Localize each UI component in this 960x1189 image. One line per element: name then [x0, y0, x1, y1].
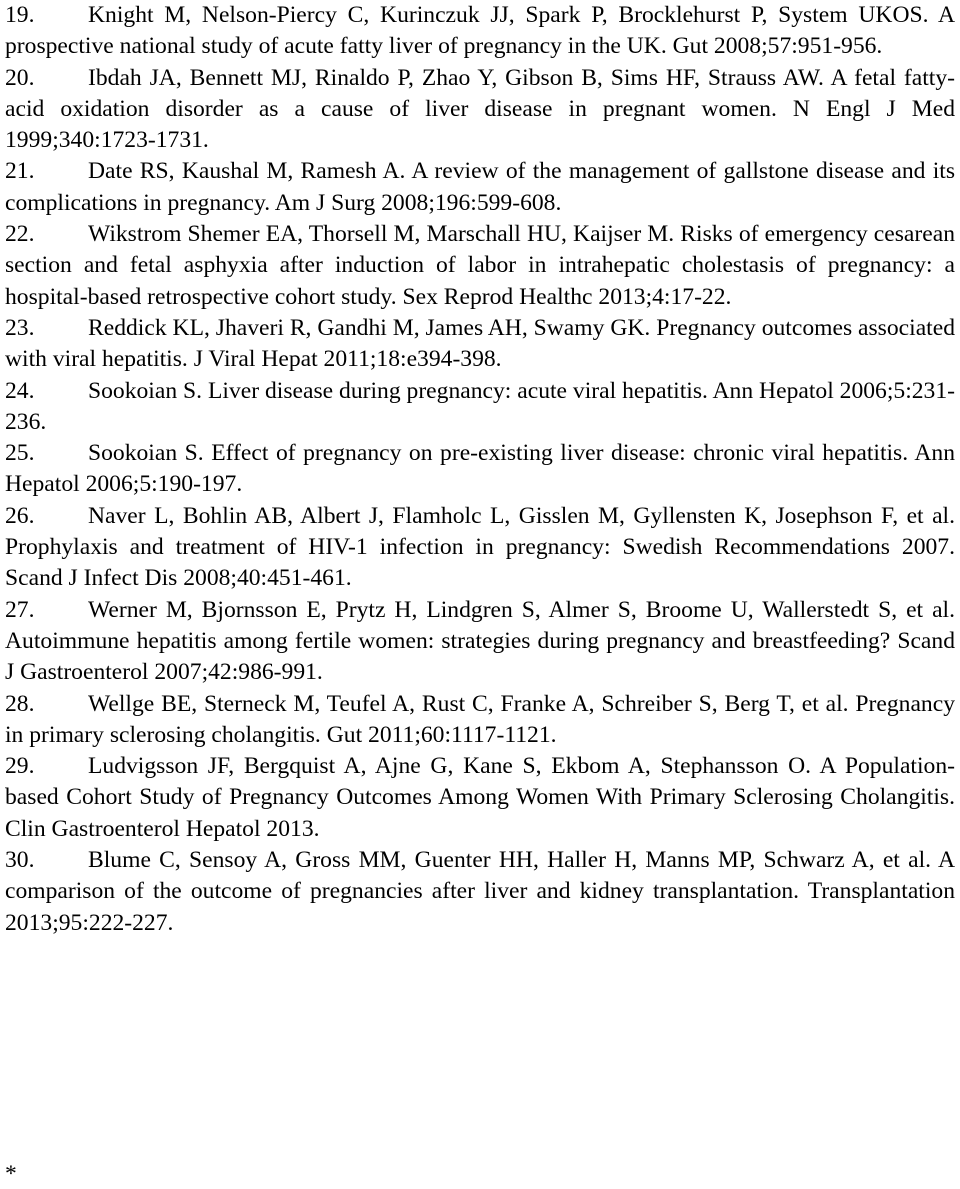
reference-text: Blume C, Sensoy A, Gross MM, Guenter HH, Haller H, Manns MP, Schwarz A, et al. A comparison of the outcome of pregnancies after liver and kidney transplantation. Transplantation 2013;95:222-227. — [5, 847, 955, 936]
reference-item-25 — [5, 438, 955, 501]
reference-item-24 — [5, 376, 955, 439]
reference-number: 29. — [5, 753, 35, 780]
reference-item-30 — [5, 845, 955, 939]
reference-text: Werner M, Bjornsson E, Prytz H, Lindgren S, Almer S, Broome U, Wallerstedt S, et al. Autoimmune hepatitis among fertile women: strategies during pregnancy and breastfeeding? Scand J Gastroenterol 2007;42:986-991. — [5, 596, 955, 686]
reference-list — [5, 0, 955, 939]
reference-item-21 — [5, 156, 955, 219]
reference-number: 28. — [5, 690, 35, 717]
reference-number: 25. — [5, 440, 35, 467]
reference-text: Sookoian S. Effect of pregnancy on pre-existing liver disease: chronic viral hepatitis. Ann Hepatol 2006;5:190-197. — [5, 440, 955, 498]
reference-item-29 — [5, 751, 955, 845]
reference-text: Date RS, Kaushal M, Ramesh A. A review of the management of gallstone disease and its complications in pregnancy. Am J Surg 2008;196:599-608. — [5, 158, 955, 216]
reference-number: 21. — [5, 158, 35, 185]
reference-number: 22. — [5, 221, 35, 248]
reference-text: Reddick KL, Jhaveri R, Gandhi M, James AH, Swamy GK. Pregnancy outcomes associated with viral hepatitis. J Viral Hepat 2011;18:e394-398. — [5, 314, 955, 373]
reference-number: 23. — [5, 314, 35, 341]
reference-number: 20. — [5, 64, 35, 91]
reference-number: 30. — [5, 847, 35, 874]
reference-number: 26. — [5, 502, 35, 529]
reference-text: Naver L, Bohlin AB, Albert J, Flamholc L, Gisslen M, Gyllensten K, Josephson F, et al. Prophylaxis and treatment of HIV-1 infection in pregnancy: Swedish Recommendations 2007. Scand J Infect Dis 2008;40:451-461. — [5, 502, 955, 592]
reference-number: 24. — [5, 377, 35, 404]
reference-text: Wikstrom Shemer EA, Thorsell M, Marschall HU, Kaijser M. Risks of emergency cesarean section and fetal asphyxia after induction of labor in intrahepatic cholestasis of pregnancy: a hospital-based retrospective cohort study. Sex Reprod Healthc 2013;4:17-22. — [5, 221, 955, 310]
reference-item-19 — [5, 0, 955, 63]
reference-item-23 — [5, 313, 955, 376]
reference-text: Wellge BE, Sterneck M, Teufel A, Rust C, Franke A, Schreiber S, Berg T, et al. Pregnancy in primary sclerosing cholangitis. Gut 2011;60:1117-1121. — [5, 690, 955, 748]
reference-text: Sookoian S. Liver disease during pregnancy: acute viral hepatitis. Ann Hepatol 2006;5:231-236. — [5, 377, 955, 435]
reference-number: 19. — [5, 2, 35, 28]
reference-item-22 — [5, 219, 955, 313]
reference-item-26 — [5, 501, 955, 595]
reference-item-27 — [5, 595, 955, 689]
reference-text: Knight M, Nelson-Piercy C, Kurinczuk JJ, Spark P, Brocklehurst P, System UKOS. A prospective national study of acute fatty liver of pregnancy in the UK. Gut 2008;57:951-956. — [5, 2, 955, 60]
reference-item-20 — [5, 63, 955, 157]
reference-item-28 — [5, 689, 955, 752]
reference-text: Ludvigsson JF, Bergquist A, Ajne G, Kane S, Ekbom A, Stephansson O. A Population-based Cohort Study of Pregnancy Outcomes Among Women With Primary Sclerosing Cholangitis. Clin Gastroenterol Hepatol 2013. — [5, 753, 955, 842]
footnote-marker: * — [5, 1161, 17, 1187]
reference-number: 27. — [5, 596, 35, 623]
reference-text: Ibdah JA, Bennett MJ, Rinaldo P, Zhao Y, Gibson B, Sims HF, Strauss AW. A fetal fatty-acid oxidation disorder as a cause of liver disease in pregnant women. N Engl J Med 1999;340:1723-1731. — [5, 64, 955, 154]
